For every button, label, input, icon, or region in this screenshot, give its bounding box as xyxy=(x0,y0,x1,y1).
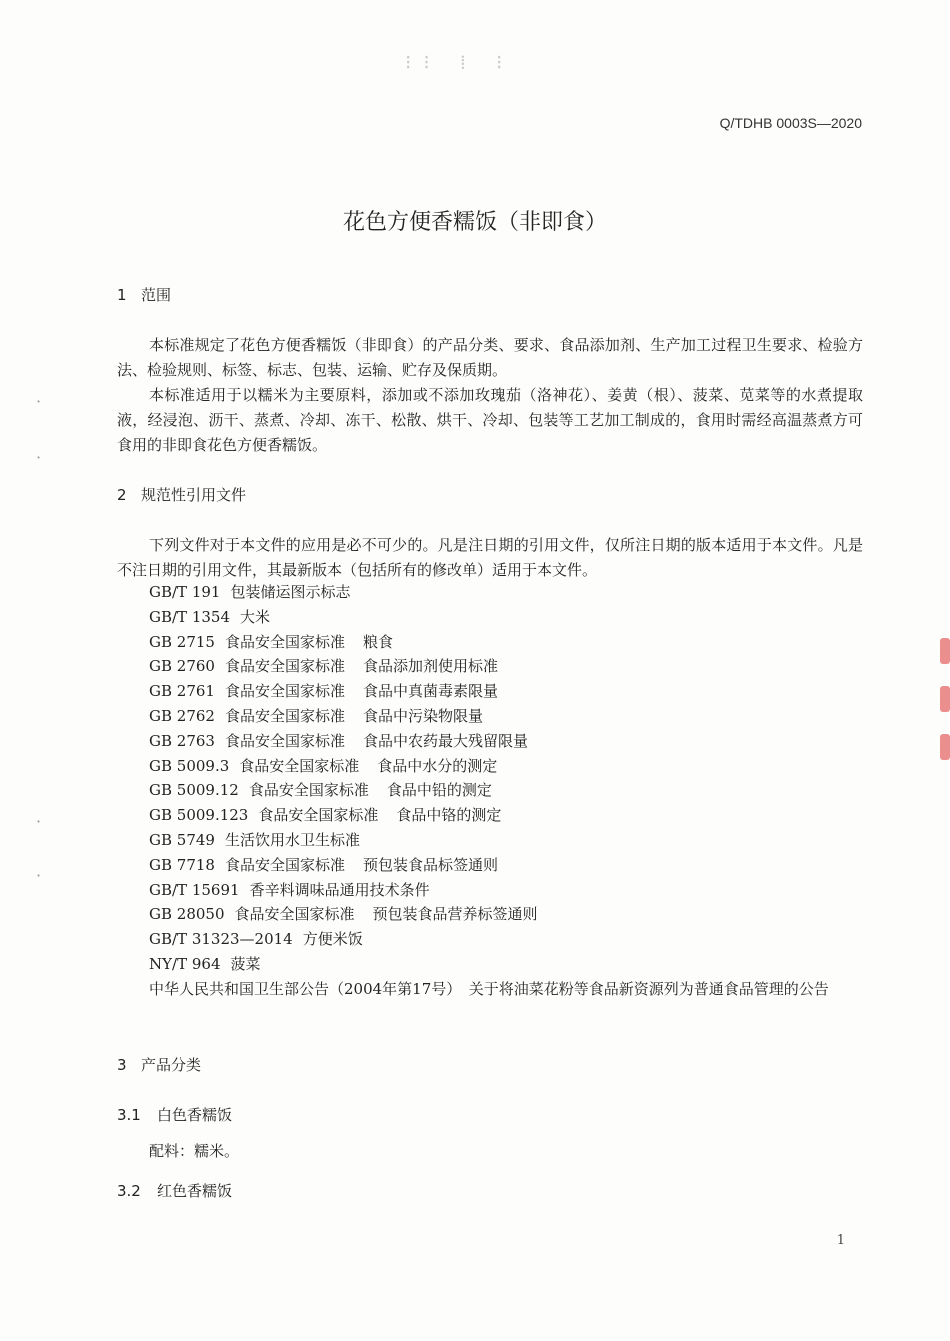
subsection-heading-3-2: 3.2 红色香糯饭 xyxy=(117,1182,233,1200)
standard-code: Q/TDHB 0003S—2020 xyxy=(719,115,862,131)
section-heading-1: 1 范围 xyxy=(117,286,172,304)
references-intro-paragraph: 下列文件对于本文件的应用是必不可少的。凡是注日期的引用文件，仅所注日期的版本适用于本文件。凡是不注日期的引用文件，其最新版本（包括所有的修改单）适用于本文件。 xyxy=(117,536,863,579)
reference-item: GB/T 1354 大米 xyxy=(149,607,271,626)
reference-item: GB/T 191 包装储运图示标志 xyxy=(149,583,351,601)
section-heading-2: 2 规范性引用文件 xyxy=(117,486,247,504)
reference-item: GB 28050 食品安全国家标准 预包装食品营养标签通则 xyxy=(149,905,538,924)
reference-item: GB 5009.12 食品安全国家标准 食品中铅的测定 xyxy=(149,781,492,800)
reference-item: GB/T 15691 香辛料调味品通用技术条件 xyxy=(149,880,430,899)
page-number: 1 xyxy=(836,1233,845,1248)
reference-item: GB 2761 食品安全国家标准 食品中真菌毒素限量 xyxy=(149,682,498,701)
reference-item: GB 7718 食品安全国家标准 预包装食品标签通则 xyxy=(149,855,498,874)
reference-item: GB 2715 食品安全国家标准 粮食 xyxy=(149,632,393,651)
reference-item: GB/T 31323—2014 方便米饭 xyxy=(149,930,363,949)
section-heading-3: 3 产品分类 xyxy=(117,1056,202,1074)
faint-stamp-mark: ⁝⁝ ⁞ ⁝ xyxy=(405,50,515,74)
reference-item: GB 5749 生活饮用水卫生标准 xyxy=(149,830,360,849)
scope-paragraph-1: 本标准规定了花色方便香糯饭（非即食）的产品分类、要求、食品添加剂、生产加工过程卫生要求、检验方法、检验规则、标签、标志、包装、运输、贮存及保质期。 xyxy=(117,336,863,379)
reference-item: GB 2763 食品安全国家标准 食品中农药最大残留限量 xyxy=(149,731,528,750)
scan-dot-mark: · xyxy=(36,448,42,467)
page-title: 花色方便香糯饭（非即食） xyxy=(342,210,607,235)
scan-dot-mark: · xyxy=(36,392,42,411)
reference-item: NY/T 964 菠菜 xyxy=(149,954,261,973)
scan-dot-mark: · xyxy=(36,812,42,831)
normative-references-list xyxy=(149,580,538,977)
subsection-heading-3-1: 3.1 白色香糯饭 xyxy=(117,1106,233,1124)
scope-paragraph-2: 本标准适用于以糯米为主要原料，添加或不添加玫瑰茄（洛神花）、姜黄（根）、菠菜、苋菜等的水煮提取液，经浸泡、沥干、蒸煮、冷却、冻干、松散、烘干、冷却、包装等工艺加工制成的，食用时需经高温蒸煮方可食用的非即食花色方便香糯饭。 xyxy=(117,386,863,454)
scan-dot-mark: · xyxy=(36,866,42,885)
reference-item: GB 2760 食品安全国家标准 食品添加剂使用标准 xyxy=(149,657,498,676)
ingredients-line: 配料：糯米。 xyxy=(149,1142,240,1160)
reference-item: GB 5009.3 食品安全国家标准 食品中水分的测定 xyxy=(149,756,498,775)
red-seal-edge xyxy=(936,630,950,810)
reference-item: GB 2762 食品安全国家标准 食品中污染物限量 xyxy=(149,706,483,725)
reference-item: GB 5009.123 食品安全国家标准 食品中铬的测定 xyxy=(149,806,502,825)
ministry-announcement-reference: 中华人民共和国卫生部公告（2004年第17号） 关于将油菜花粉等食品新资源列为普通食品管理的公告 xyxy=(149,980,829,998)
